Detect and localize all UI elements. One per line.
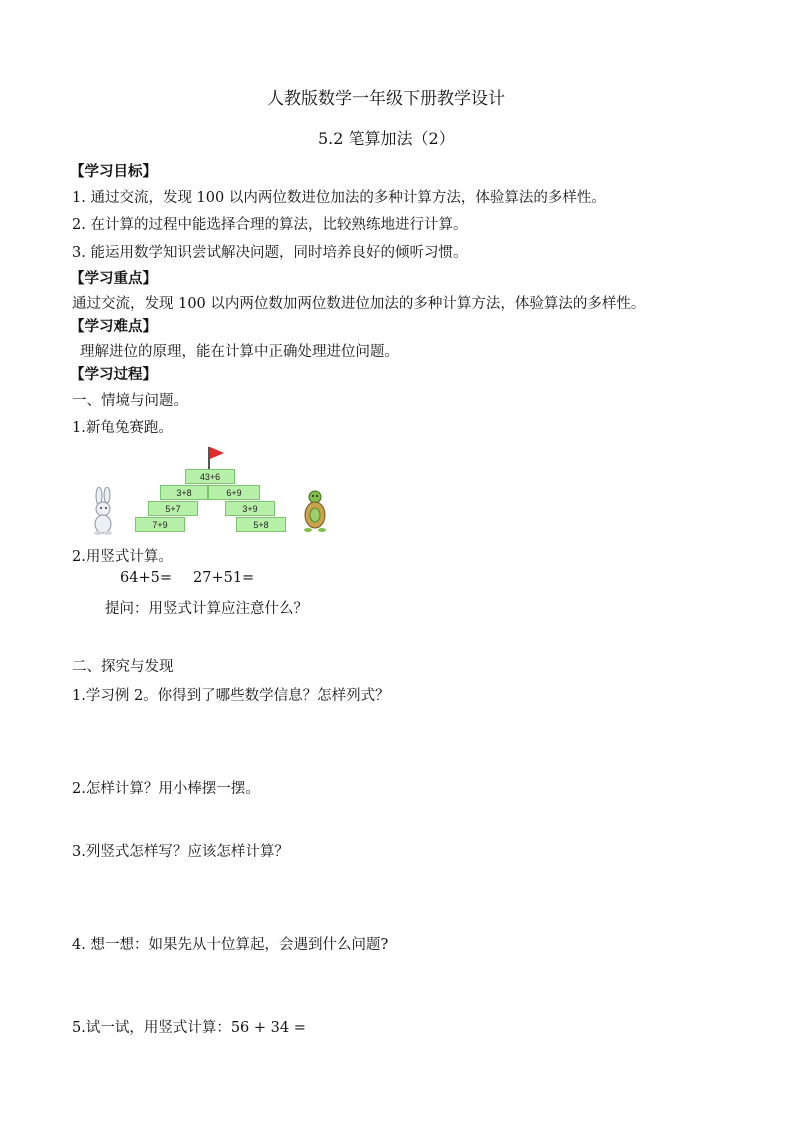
question-2: 2.怎样计算？用小棒摆一摆。 [72,781,260,797]
question-5: 5.试一试，用竖式计算：56 + 34 = [72,1020,306,1036]
flag-icon [210,447,224,459]
goal-item-3: 3. 能运用数学知识尝试解决问题，同时培养良好的倾听习惯。 [72,245,468,261]
difficulty-heading: 【学习难点】 [70,318,157,335]
rabbit-icon [90,487,118,535]
difficulty-text: 理解进位的原理，能在计算中正确处理进位问题。 [80,344,399,360]
question-3: 3.列竖式怎样写？应该怎样计算？ [72,844,289,860]
brick-row4-left: 7+9 [135,517,185,532]
goals-heading: 【学习目标】 [70,163,157,180]
brick-row3-right: 3+9 [225,501,275,516]
goal-item-1: 1. 通过交流，发现 100 以内两位数进位加法的多种计算方法，体验算法的多样性。 [72,190,606,206]
item-1-race: 1.新龟兔赛跑。 [72,420,173,436]
tortoise-icon [302,489,330,533]
brick-top: 43+6 [185,469,235,484]
brick-row4-right: 5+8 [236,517,286,532]
brick-row3-left: 5+7 [148,501,198,516]
document-subtitle: 5.2 笔算加法（2） [318,129,455,148]
key-points-text: 通过交流，发现 100 以内两位数加两位数进位加法的多种计算方法，体验算法的多样性。 [72,296,646,312]
race-illustration [90,445,340,540]
question-4: 4. 想一想：如果先从十位算起，会遇到什么问题? [72,937,389,953]
calc-expression-2: 27+51= [193,570,255,586]
document-title: 人教版数学一年级下册教学设计 [267,89,505,109]
brick-row2-right: 6+9 [208,485,260,500]
section-2-heading: 二、探究与发现 [72,659,174,675]
question-1: 1.学习例 2。你得到了哪些数学信息？怎样列式？ [72,688,390,704]
brick-row2-left: 3+8 [160,485,208,500]
calc-expression-1: 64+5= [120,570,172,586]
section-1-heading: 一、情境与问题。 [72,393,188,409]
question-text: 提问：用竖式计算应注意什么？ [105,601,308,617]
key-points-heading: 【学习重点】 [70,270,157,287]
goal-item-2: 2. 在计算的过程中能选择合理的算法，比较熟练地进行计算。 [72,217,468,233]
process-heading: 【学习过程】 [70,366,157,383]
item-2-vertical-calc: 2.用竖式计算。 [72,549,173,565]
